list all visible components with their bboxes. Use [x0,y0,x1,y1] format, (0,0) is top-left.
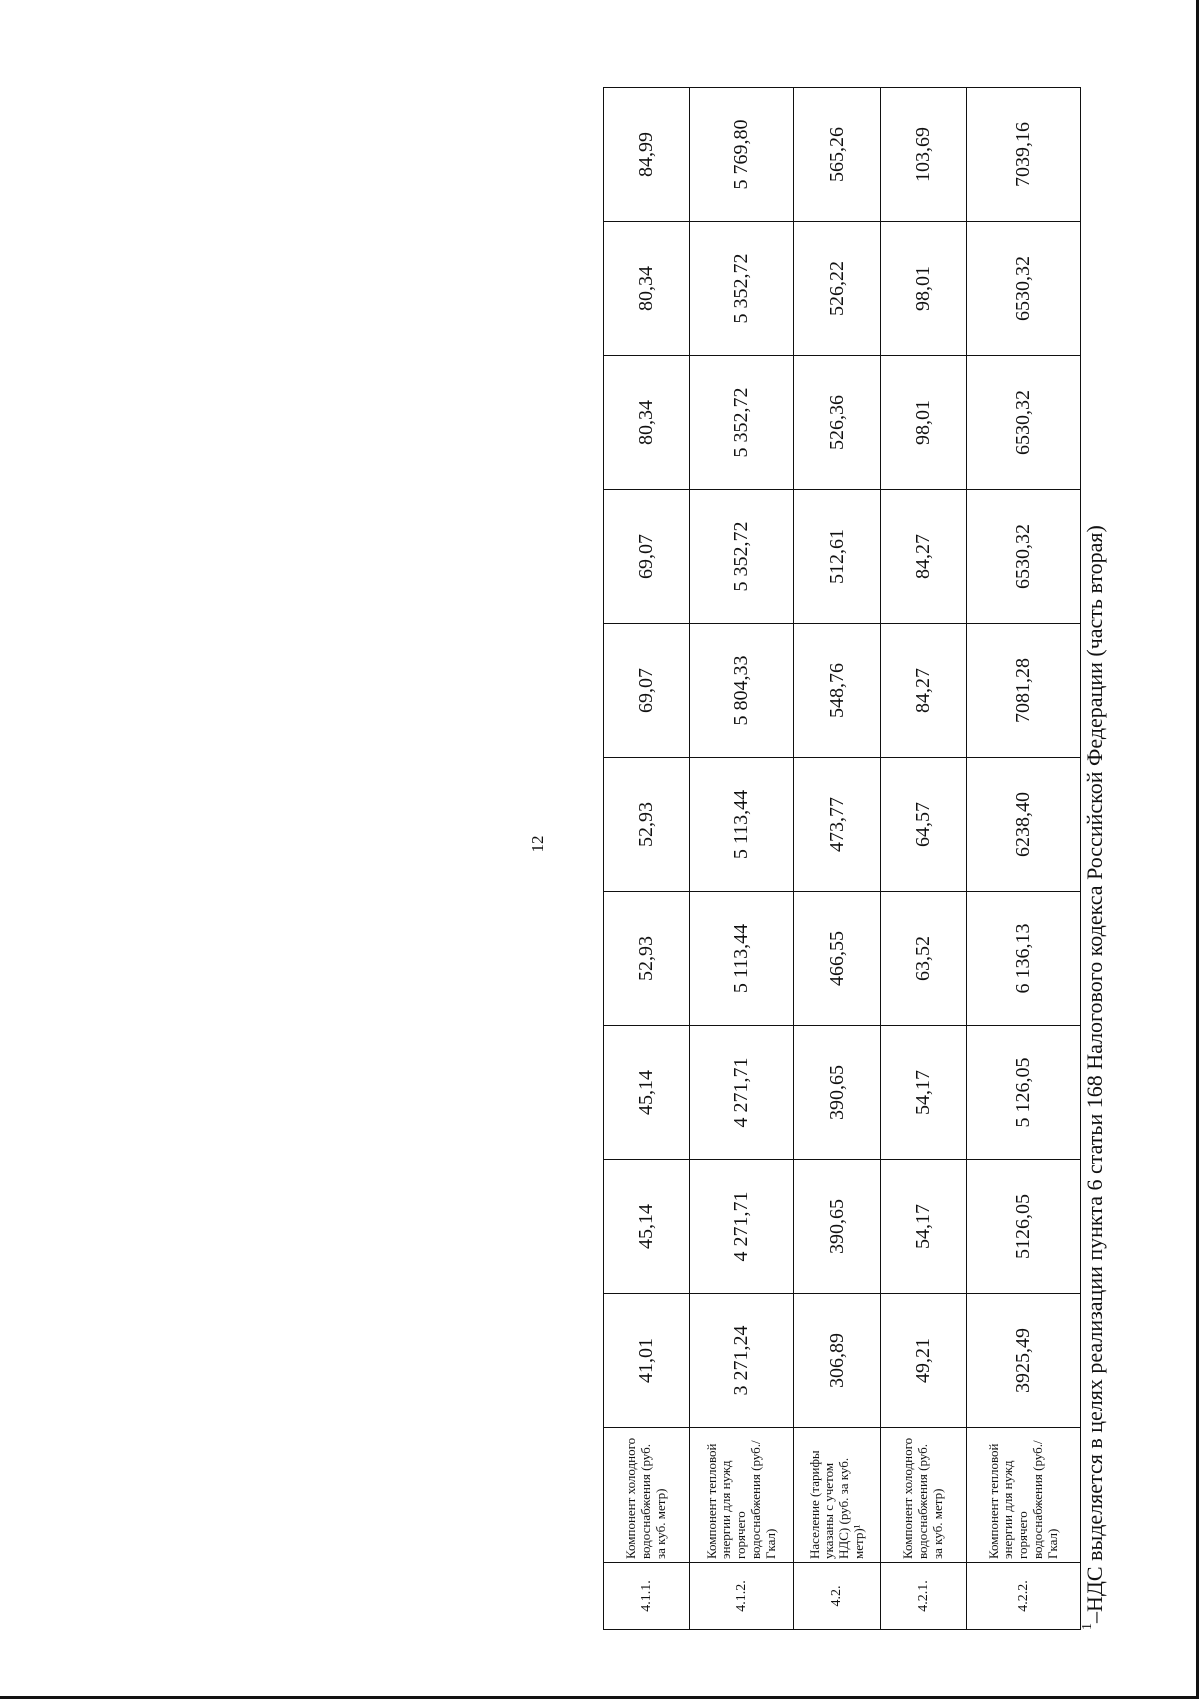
tariff-value-cell: 98,01 [881,356,967,490]
tariff-value-cell: 5 352,72 [690,490,794,624]
tariff-value-cell: 512,61 [794,490,881,624]
footnote [1082,525,1108,1630]
table-row [604,88,690,1630]
row-label: Компонент тепловой энергии для нужд горячего водоснабжения (руб./Гкал) [967,1428,1081,1563]
rotated-page-content [528,70,1130,1630]
tariff-value-cell: 69,07 [604,624,690,758]
tariff-value-cell: 565,26 [794,88,881,222]
tariff-value-cell: 63,52 [881,892,967,1026]
tariff-value-cell: 473,77 [794,758,881,892]
row-label: Компонент тепловой энергии для нужд горячего водоснабжения (руб./Гкал) [690,1428,794,1563]
tariff-value-cell: 69,07 [604,490,690,624]
tariff-value-cell: 5 769,80 [690,88,794,222]
tariff-value-cell: 5 126,05 [967,1026,1081,1160]
tariff-value-cell: 6530,32 [967,222,1081,356]
row-label: Компонент холодного водоснабжения (руб. за куб. метр) [604,1428,690,1563]
tariff-value-cell: 84,99 [604,88,690,222]
tariff-value-cell: 52,93 [604,758,690,892]
row-number: 4.1.2. [690,1563,794,1630]
tariff-value-cell: 4 271,71 [690,1160,794,1294]
tariff-value-cell: 41,01 [604,1294,690,1428]
tariff-value-cell: 49,21 [881,1294,967,1428]
tariff-value-cell: 7081,28 [967,624,1081,758]
row-number: 4.2.2. [967,1563,1081,1630]
table-row [690,88,794,1630]
tariff-value-cell: 390,65 [794,1026,881,1160]
row-label: Население (тарифы указаны с учетом НДС) (руб. за куб. метр)¹ [794,1428,881,1563]
tariff-value-cell: 5 113,44 [690,758,794,892]
tariff-value-cell: 526,22 [794,222,881,356]
row-number: 4.2. [794,1563,881,1630]
tariff-value-cell: 5 804,33 [690,624,794,758]
row-label: Компонент холодного водоснабжения (руб. за куб. метр) [881,1428,967,1563]
tariff-value-cell: 7039,16 [967,88,1081,222]
tariff-value-cell: 45,14 [604,1160,690,1294]
tariff-value-cell: 84,27 [881,624,967,758]
page-number: 12 [528,835,547,853]
tariff-value-cell: 52,93 [604,892,690,1026]
tariff-value-cell: 306,89 [794,1294,881,1428]
tariff-value-cell: 3 271,24 [690,1294,794,1428]
tariff-value-cell: 5 352,72 [690,356,794,490]
row-number: 4.2.1. [881,1563,967,1630]
tariff-value-cell: 466,55 [794,892,881,1026]
row-number: 4.1.1. [604,1563,690,1630]
tariff-value-cell: 45,14 [604,1026,690,1160]
tariff-value-cell: 54,17 [881,1160,967,1294]
tariff-value-cell: 80,34 [604,356,690,490]
table-row [881,88,967,1630]
tariff-value-cell: 6238,40 [967,758,1081,892]
tariff-value-cell: 64,57 [881,758,967,892]
tariff-value-cell: 548,76 [794,624,881,758]
tariff-value-cell: 5 113,44 [690,892,794,1026]
tariff-value-cell: 6530,32 [967,356,1081,490]
tariff-value-cell: 84,27 [881,490,967,624]
tariff-table [603,87,1081,1630]
tariff-value-cell: 98,01 [881,222,967,356]
table-row [794,88,881,1630]
tariff-value-cell: 80,34 [604,222,690,356]
tariff-value-cell: 5 352,72 [690,222,794,356]
tariff-value-cell: 6530,32 [967,490,1081,624]
table-row [967,88,1081,1630]
tariff-value-cell: 526,36 [794,356,881,490]
footnote-marker: 1 [1080,1623,1095,1630]
tariff-value-cell: 6 136,13 [967,892,1081,1026]
tariff-value-cell: 5126,05 [967,1160,1081,1294]
tariff-value-cell: 4 271,71 [690,1026,794,1160]
footnote-text: –НДС выделяется в целях реализации пункта 6 статьи 168 Налогового кодекса Российской Федерации (часть вторая) [1082,525,1107,1623]
tariff-value-cell: 54,17 [881,1026,967,1160]
tariff-value-cell: 390,65 [794,1160,881,1294]
tariff-value-cell: 3925,49 [967,1294,1081,1428]
tariff-value-cell: 103,69 [881,88,967,222]
